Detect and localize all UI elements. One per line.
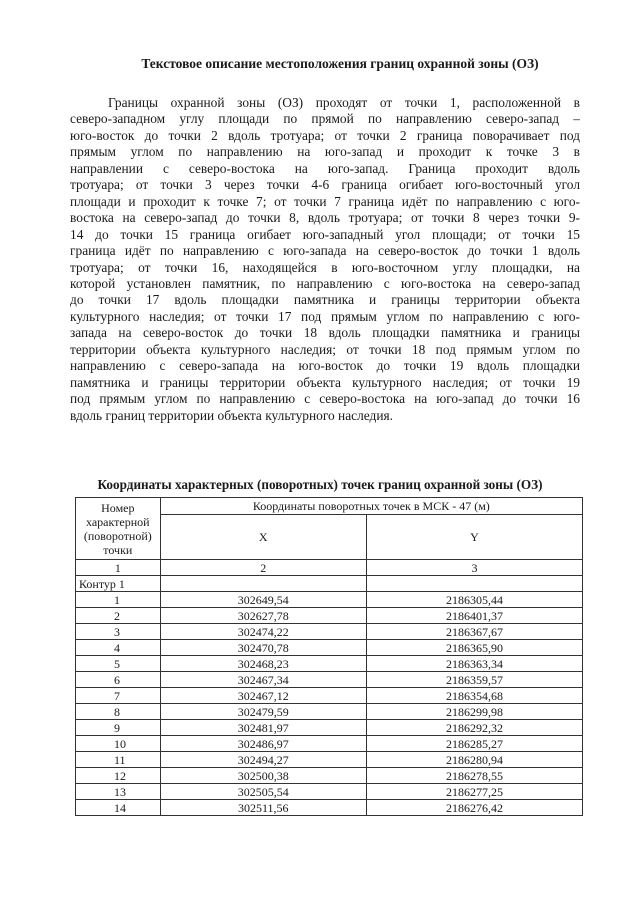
- index-cell: 3: [366, 560, 582, 576]
- point-number-cell: 14: [76, 800, 161, 816]
- y-value-cell: 2186354,68: [366, 688, 582, 704]
- contour-label: Контур 1: [76, 576, 161, 592]
- document-title: Текстовое описание местоположения границ охранной зоны (ОЗ): [141, 56, 539, 71]
- paragraph-line: памятника и границы территории объекта культурного наследия; от точки 19: [70, 374, 580, 390]
- x-value-cell: 302467,34: [160, 672, 366, 688]
- paragraph-line: юго-восток до точки 2 вдоль тротуара; от точки 2 граница поворачивает под: [70, 127, 580, 143]
- y-value-cell: 2186285,27: [366, 736, 582, 752]
- y-value-cell: 2186280,94: [366, 752, 582, 768]
- x-value-cell: 302474,22: [160, 624, 366, 640]
- paragraph-line: до точки 17 вдоль площадки памятника и границы территории объекта: [70, 292, 580, 308]
- point-number-cell: 13: [76, 784, 161, 800]
- x-value-cell: 302511,56: [160, 800, 366, 816]
- y-value-cell: 2186277,25: [366, 784, 582, 800]
- y-value-cell: 2186276,42: [366, 800, 582, 816]
- x-value-cell: 302481,97: [160, 720, 366, 736]
- point-number-cell: 3: [76, 624, 161, 640]
- y-value-cell: 2186363,34: [366, 656, 582, 672]
- point-number-cell: 9: [76, 720, 161, 736]
- table-row: [76, 672, 583, 688]
- index-cell: 2: [160, 560, 366, 576]
- point-number-cell: 4: [76, 640, 161, 656]
- x-value-cell: 302486,97: [160, 736, 366, 752]
- x-value-cell: 302467,12: [160, 688, 366, 704]
- table-row: [76, 592, 583, 608]
- table-row: [76, 688, 583, 704]
- point-number-cell: 5: [76, 656, 161, 672]
- empty-cell: [366, 576, 582, 592]
- point-number-cell: 2: [76, 608, 161, 624]
- paragraph-line: вдоль границ территории объекта культурного наследия.: [70, 407, 394, 423]
- table-row: [76, 704, 583, 720]
- paragraph-line: площади и проходит к точке 7; от точки 7 граница идёт по направлению с юго-: [70, 193, 580, 209]
- point-number-cell: 12: [76, 768, 161, 784]
- y-value-cell: 2186299,98: [366, 704, 582, 720]
- empty-cell: [160, 576, 366, 592]
- table-row: [76, 784, 583, 800]
- x-value-cell: 302468,23: [160, 656, 366, 672]
- index-row: [76, 560, 583, 576]
- x-value-cell: 302649,54: [160, 592, 366, 608]
- point-number-cell: 7: [76, 688, 161, 704]
- paragraph-line: запада на северо-восток до точки 18 вдоль площадки памятника и границы: [70, 325, 580, 341]
- table-row: [76, 608, 583, 624]
- y-header: Y: [366, 515, 582, 560]
- y-value-cell: 2186367,67: [366, 624, 582, 640]
- paragraph-line: территории объекта культурного наследия; от точки 18 под прямым углом по: [70, 341, 580, 357]
- point-number-cell: 8: [76, 704, 161, 720]
- y-value-cell: 2186305,44: [366, 592, 582, 608]
- y-value-cell: 2186278,55: [366, 768, 582, 784]
- coordinates-table: [75, 497, 583, 816]
- y-value-cell: 2186365,90: [366, 640, 582, 656]
- boundary-description: [70, 95, 580, 424]
- table-row: [76, 752, 583, 768]
- paragraph-line: тротуара; от точки 3 через точки 4-6 граница огибает юго-восточный угол: [70, 177, 580, 193]
- table-row: [76, 640, 583, 656]
- x-value-cell: 302505,54: [160, 784, 366, 800]
- paragraph-line: культурного наследия; от точки 17 под прямым углом по направлению с юго-: [70, 308, 580, 324]
- x-value-cell: 302627,78: [160, 608, 366, 624]
- x-value-cell: 302470,78: [160, 640, 366, 656]
- contour-row: [76, 576, 583, 592]
- x-value-cell: 302479,59: [160, 704, 366, 720]
- paragraph-line: тротуара; от точки 16, находящейся в юго-восточном углу площадки, на: [70, 259, 580, 275]
- paragraph-line: 14 до точки 15 граница огибает юго-западный угол площади; от точки 15: [70, 226, 580, 242]
- paragraph-line: под прямым углом по направлению с северо-востока на юго-запад до точки 16: [70, 391, 580, 407]
- table-title: Координаты характерных (поворотных) точек границ охранной зоны (ОЗ): [97, 477, 543, 492]
- table-row: [76, 736, 583, 752]
- paragraph-line: прямым углом по направлению на юго-запад и проходит к точке 3 в: [70, 144, 580, 160]
- paragraph-line: северо-западном углу площади по прямой по направлению северо-запад –: [70, 111, 580, 127]
- table-row: [76, 720, 583, 736]
- table-row: [76, 656, 583, 672]
- x-value-cell: 302500,38: [160, 768, 366, 784]
- point-number-cell: 1: [76, 592, 161, 608]
- table-row: [76, 624, 583, 640]
- paragraph-line: направлению с северо-запада на юго-восток до точки 19 вдоль площадки: [70, 358, 580, 374]
- y-value-cell: 2186292,32: [366, 720, 582, 736]
- table-header-row: [76, 498, 583, 515]
- table-row: [76, 800, 583, 816]
- paragraph-line: которой установлен памятник, по направлению с юго-востока на северо-запад: [70, 275, 580, 291]
- paragraph-line: направлении с северо-востока на юго-запад. Граница проходит вдоль: [70, 160, 580, 176]
- index-cell: 1: [76, 560, 161, 576]
- y-value-cell: 2186359,57: [366, 672, 582, 688]
- x-header: X: [160, 515, 366, 560]
- point-number-cell: 6: [76, 672, 161, 688]
- point-number-header: Номер характерной (поворотной) точки: [76, 498, 161, 560]
- point-number-cell: 11: [76, 752, 161, 768]
- table-row: [76, 768, 583, 784]
- paragraph-line: граница идёт по направлению с юго-запада на северо-восток до точки 1 вдоль: [70, 243, 580, 259]
- y-value-cell: 2186401,37: [366, 608, 582, 624]
- point-number-cell: 10: [76, 736, 161, 752]
- x-value-cell: 302494,27: [160, 752, 366, 768]
- coords-header: Координаты поворотных точек в МСК - 47 (м): [160, 498, 582, 515]
- paragraph-line: Границы охранной зоны (ОЗ) проходят от точки 1, расположенной в: [108, 95, 580, 110]
- paragraph-line: востока на северо-запад до точки 8, вдоль тротуара; от точки 8 через точки 9-: [70, 210, 580, 226]
